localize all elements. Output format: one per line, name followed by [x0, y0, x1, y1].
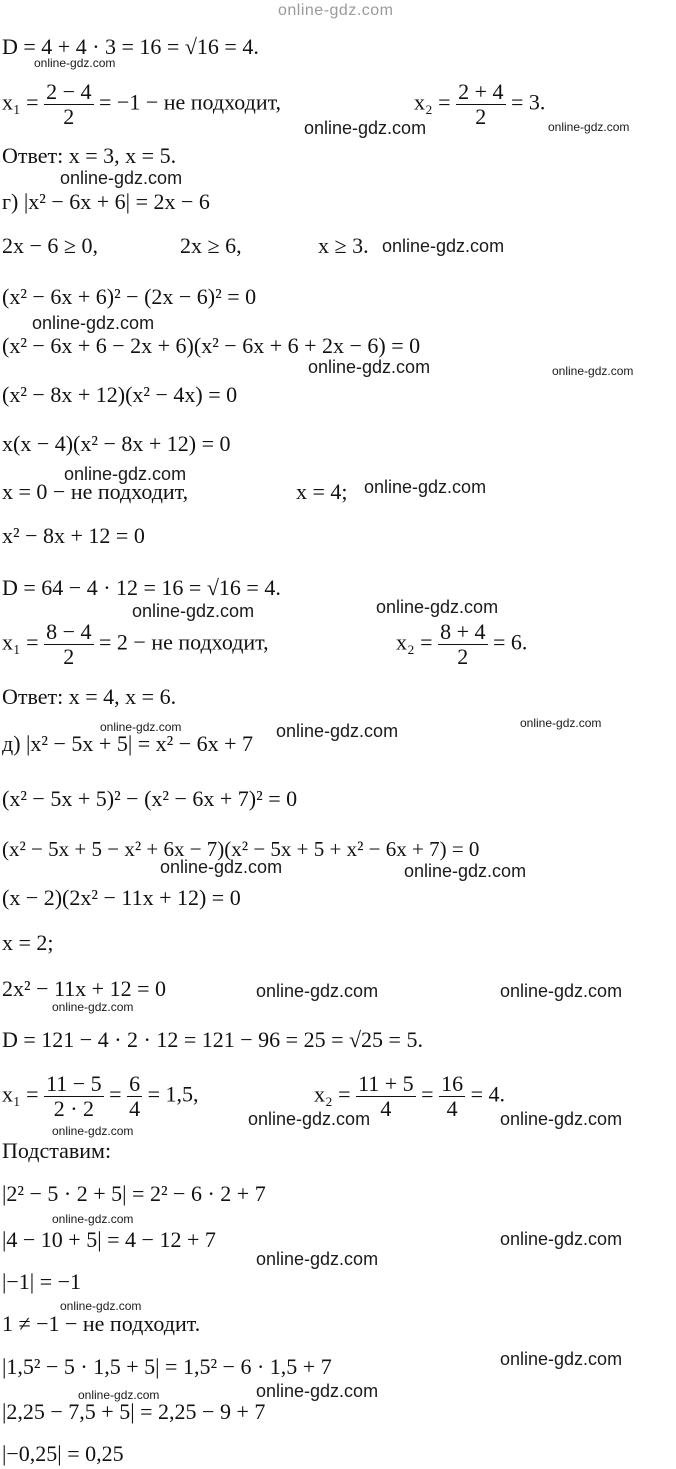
watermark: online-gdz.com: [276, 721, 399, 741]
equation-line: |4 − 10 + 5| = 4 − 12 + 7: [2, 1227, 216, 1252]
equation-line: |1,5² − 5 · 1,5 + 5| = 1,5² − 6 · 1,5 + 7: [2, 1354, 332, 1379]
watermark: online-gdz.com: [52, 1000, 134, 1014]
equation-line: D = 64 − 4 · 12 = 16 = √16 = 4.: [2, 575, 281, 600]
watermark: online-gdz.com: [64, 464, 187, 484]
watermark: online-gdz.com: [256, 1381, 379, 1401]
equation-line: (x − 2)(2x² − 11x + 12) = 0: [2, 885, 241, 910]
equation-line: (x² − 5x + 5)² − (x² − 6x + 7)² = 0: [2, 786, 298, 811]
equation-line: г) |x² − 6x + 6| = 2x − 6: [2, 189, 210, 214]
equation-line: |2,25 − 7,5 + 5| = 2,25 − 9 + 7: [2, 1399, 266, 1424]
answer-line: Ответ: x = 4, x = 6.: [2, 684, 177, 709]
equation-line: x(x − 4)(x² − 8x + 12) = 0: [2, 431, 231, 456]
watermark: online-gdz.com: [520, 716, 602, 730]
watermark: online-gdz.com: [500, 1349, 623, 1369]
watermark: online-gdz.com: [60, 1299, 142, 1313]
watermark: online-gdz.com: [160, 857, 283, 877]
equation-line: Подставим:: [2, 1138, 112, 1163]
watermark: online-gdz.com: [304, 118, 427, 138]
equation-line: (x² − 8x + 12)(x² − 4x) = 0: [2, 382, 238, 407]
equation-line: D = 121 − 4 · 2 · 12 = 121 − 96 = 25 = √25 = 5.: [2, 1027, 423, 1052]
watermark: online-gdz.com: [132, 601, 255, 621]
equation-line: (x² − 6x + 6)² − (2x − 6)² = 0: [2, 284, 257, 309]
watermark: online-gdz.com: [548, 120, 630, 134]
watermark-top: online-gdz.com: [278, 2, 394, 19]
equation-line: x = 2;: [2, 930, 54, 955]
watermark: online-gdz.com: [500, 1109, 623, 1129]
watermark: online-gdz.com: [404, 861, 527, 881]
watermark: online-gdz.com: [100, 720, 182, 734]
watermark: online-gdz.com: [382, 236, 505, 256]
equation-line: |−0,25| = 0,25: [2, 1441, 124, 1466]
equation-line: |2² − 5 · 2 + 5| = 2² − 6 · 2 + 7: [2, 1181, 266, 1206]
watermark: online-gdz.com: [256, 1249, 379, 1269]
watermark: online-gdz.com: [552, 364, 634, 378]
equation-line: (x² − 6x + 6 − 2x + 6)(x² − 6x + 6 + 2x − 6) = 0: [2, 333, 421, 358]
equation-line: D = 4 + 4 · 3 = 16 = √16 = 4.: [2, 34, 259, 59]
watermark: online-gdz.com: [34, 56, 116, 70]
equation-line: 1 ≠ −1 − не подходит.: [2, 1311, 201, 1336]
watermark: online-gdz.com: [364, 477, 487, 497]
equation-line: 2x² − 11x + 12 = 0: [2, 976, 167, 1001]
equation-line: |−1| = −1: [2, 1269, 82, 1294]
watermark: online-gdz.com: [376, 597, 499, 617]
watermark: online-gdz.com: [256, 981, 379, 1001]
equation-line: (x² − 5x + 5 − x² + 6x − 7)(x² − 5x + 5 + x² − 6x + 7) = 0: [2, 837, 480, 861]
watermark: online-gdz.com: [60, 168, 183, 188]
answer-line: Ответ: x = 3, x = 5.: [2, 143, 177, 168]
watermark: online-gdz.com: [500, 981, 623, 1001]
watermark: online-gdz.com: [78, 1388, 160, 1402]
watermark: online-gdz.com: [52, 1124, 134, 1138]
watermark: online-gdz.com: [52, 1212, 134, 1226]
watermark: online-gdz.com: [308, 357, 431, 377]
watermark: online-gdz.com: [500, 1229, 623, 1249]
watermark: online-gdz.com: [32, 313, 155, 333]
equation-line: д) |x² − 5x + 5| = x² − 6x + 7: [2, 731, 254, 756]
watermark: online-gdz.com: [248, 1109, 371, 1129]
equation-line: x² − 8x + 12 = 0: [2, 523, 145, 548]
